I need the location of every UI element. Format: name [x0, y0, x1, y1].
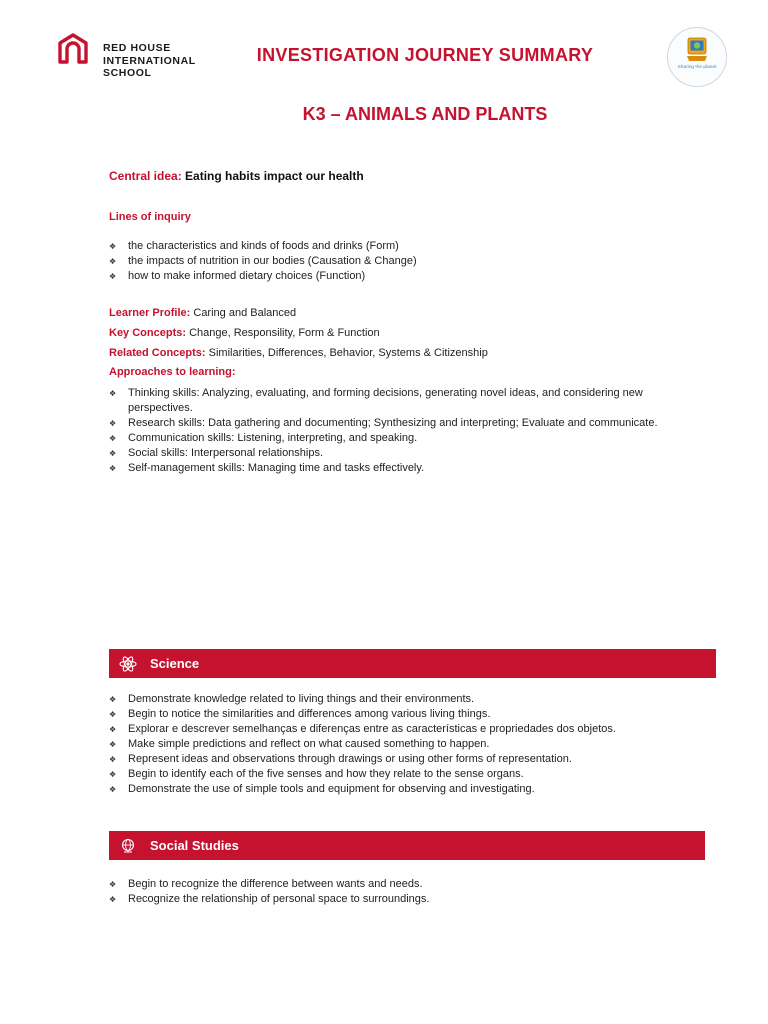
learner-profile-value: Caring and Balanced: [193, 307, 297, 319]
science-list: [109, 692, 677, 797]
social-studies-section-title: Social Studies: [150, 838, 239, 853]
learner-profile-label: Learner Profile:: [109, 307, 191, 319]
house-arch-logo-icon: [57, 32, 89, 64]
approaches-list: [109, 386, 669, 476]
list-item: ❖ Make simple predictions and reflect on what caused something to happen.: [109, 737, 677, 752]
list-item: ❖ Begin to recognize the difference between wants and needs.: [109, 877, 677, 892]
central-idea: [109, 169, 364, 184]
list-item: ❖ Explorar e descrever semelhanças e diferenças entre as características e propriedades dos objetos.: [109, 722, 677, 737]
related-concepts-value: Similarities, Differences, Behavior, Systems & Citizenship: [208, 347, 488, 359]
list-item: ❖ Recognize the relationship of personal space to surroundings.: [109, 892, 677, 907]
school-name-line-1: RED HOUSE: [103, 42, 171, 54]
school-logo: [57, 32, 196, 80]
theme-badge: [667, 27, 727, 87]
key-concepts-value: Change, Responsility, Form & Function: [189, 327, 380, 339]
list-item: ❖ Demonstrate knowledge related to living things and their environments.: [109, 692, 677, 707]
computer-world-icon: [685, 37, 709, 63]
list-item: ❖ Communication skills: Listening, interpreting, and speaking.: [109, 431, 669, 446]
list-item: ❖ the characteristics and kinds of foods and drinks (Form): [109, 239, 669, 254]
page-subtitle: K3 – ANIMALS AND PLANTS: [302, 104, 548, 124]
school-name: [103, 42, 196, 80]
page-title: INVESTIGATION JOURNEY SUMMARY: [256, 45, 594, 65]
list-item: ❖ Represent ideas and observations through drawings or using other forms of representation.: [109, 752, 677, 767]
key-concepts-label: Key Concepts:: [109, 327, 187, 339]
school-name-line-2: INTERNATIONAL: [103, 54, 196, 67]
list-item: ❖ Thinking skills: Analyzing, evaluating, and forming decisions, generating novel ideas, and considering new perspectives.: [109, 386, 669, 416]
central-idea-label: Central idea:: [109, 169, 182, 183]
learner-profile: [109, 306, 689, 321]
list-item: ❖ Begin to notice the similarities and differences among various living things.: [109, 707, 677, 722]
key-concepts: [109, 326, 689, 341]
science-section-title: Science: [150, 656, 200, 671]
lines-of-inquiry-list: [109, 239, 669, 284]
list-item: ❖ Begin to identify each of the five senses and how they relate to the sense organs.: [109, 767, 677, 782]
list-item: ❖ how to make informed dietary choices (Function): [109, 269, 669, 284]
list-item: ❖ Research skills: Data gathering and documenting; Synthesizing and interpreting; Evaluate and communicate.: [109, 416, 669, 431]
approaches-heading: [109, 365, 689, 380]
approaches-label: Approaches to learning:: [109, 366, 236, 378]
globe-icon: [119, 837, 137, 855]
related-concepts-label: Related Concepts:: [109, 347, 206, 359]
related-concepts: [109, 346, 689, 361]
list-item: ❖ Self-management skills: Managing time and tasks effectively.: [109, 461, 669, 476]
atom-icon: [119, 655, 137, 673]
lines-of-inquiry-heading: Lines of inquiry: [109, 211, 191, 223]
central-idea-value: Eating habits impact our health: [185, 169, 364, 183]
list-item: ❖ Social skills: Interpersonal relationships.: [109, 446, 669, 461]
list-item: ❖ Demonstrate the use of simple tools and equipment for observing and investigating.: [109, 782, 677, 797]
social-studies-list: [109, 877, 677, 907]
list-item: ❖ the impacts of nutrition in our bodies (Causation & Change): [109, 254, 669, 269]
school-name-line-3: SCHOOL: [103, 67, 152, 79]
social-studies-section-header: [109, 831, 705, 860]
science-section-header: [109, 649, 716, 678]
badge-text: Sharing the planet: [677, 65, 717, 70]
